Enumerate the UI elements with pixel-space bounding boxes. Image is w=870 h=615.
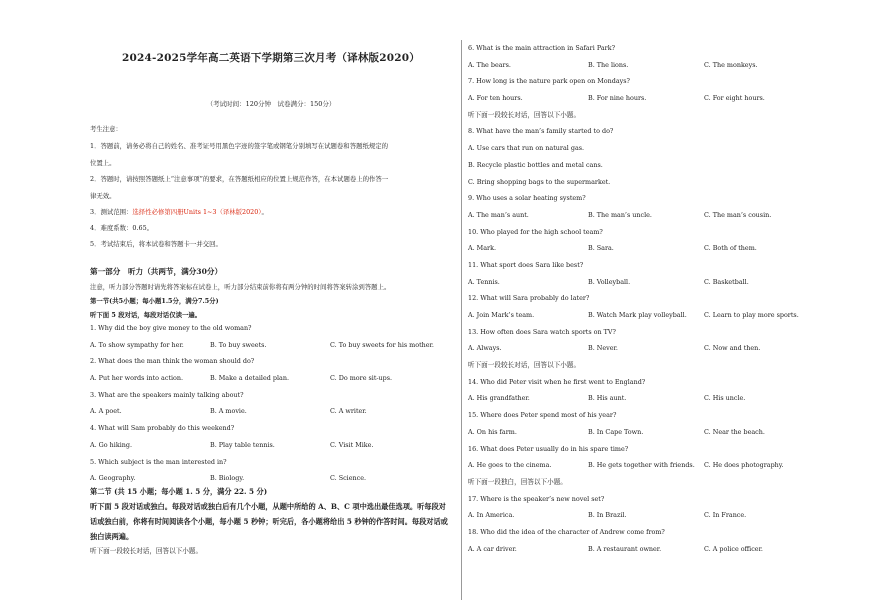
section2-instruction: 听下面 5 段对话或独白。每段对话或独白后有几个小题，从题中所给的 A、B、C 项中选出最佳选项。听每段对话或独白前，你将有时间阅读各个小题，每小题 5 秒钟；听完后，各小题将给出 5 秒钟的作答时间。每段对话或独白读两遍。: [90, 501, 448, 541]
option-b[interactable]: B. To buy sweets.: [210, 340, 267, 349]
question-stem: 1. Why did the boy give money to the old woman?: [90, 324, 252, 332]
option-a[interactable]: A. Mark.: [468, 244, 496, 253]
left-column: [90, 44, 452, 558]
option-a[interactable]: A. Geography.: [90, 474, 136, 483]
option-c[interactable]: C. Near the beach.: [704, 427, 765, 436]
question-line: 17. Where is the speaker’s new novel set?: [468, 494, 605, 503]
option-a[interactable]: A. A car driver.: [468, 544, 517, 553]
question-line: 6. What is the main attraction in Safari Park?: [468, 44, 615, 52]
option-a[interactable]: A. In America.: [468, 511, 515, 520]
option-c[interactable]: C. Science.: [330, 474, 367, 483]
option-b[interactable]: B. In Brazil.: [588, 511, 627, 520]
question-line: 7. How long is the nature park open on Mondays?: [468, 77, 630, 86]
question-line: 14. Who did Peter visit when he first went to England?: [468, 377, 646, 386]
option-b[interactable]: B. Sara.: [588, 244, 614, 253]
option-row: [90, 470, 452, 487]
option-b[interactable]: B. Volleyball.: [588, 277, 631, 286]
option-row: [90, 337, 452, 354]
option-a[interactable]: A. Tennis.: [468, 277, 500, 286]
section1-instruction: 听下面 5 段对话，每段对话仅读一遍。: [90, 311, 202, 319]
option-a[interactable]: A. For ten hours.: [468, 94, 523, 103]
note-1: 1．答题前，请务必将自己的姓名、准考证号用黑色字迹的签字笔或钢笔分别填写在试题卷和答题纸规定的 位置上。: [90, 142, 389, 167]
option-c[interactable]: C. A writer.: [330, 407, 367, 416]
question-stem: 4. What will Sam probably do this weekend?: [90, 424, 235, 433]
option-row: [468, 541, 808, 558]
option-b[interactable]: B. The man’s uncle.: [588, 210, 652, 219]
option-c[interactable]: C. A police officer.: [704, 544, 763, 553]
option-c[interactable]: C. In France.: [704, 511, 747, 520]
question-line: 15. Where does Peter spend most of his year?: [468, 411, 617, 420]
option-b[interactable]: B. A movie.: [210, 407, 247, 416]
option-a[interactable]: A. Go hiking.: [90, 440, 132, 449]
option-c[interactable]: C. To buy sweets for his mother.: [330, 340, 434, 349]
option-row: [468, 274, 808, 291]
column-divider: [461, 40, 462, 600]
option-c[interactable]: C. Both of them.: [704, 244, 757, 253]
option-b[interactable]: B. A restaurant owner.: [588, 544, 662, 553]
question-line: 16. What does Peter usually do in his spare time?: [468, 444, 629, 453]
option-row: [468, 457, 808, 474]
option-b[interactable]: B. In Cape Town.: [588, 427, 644, 436]
section2-heading: 第二节 (共 15 小题；每小题 1. 5 分，满分 22. 5 分): [90, 486, 268, 496]
option-c[interactable]: C. For eight hours.: [704, 94, 765, 103]
option-b[interactable]: B. Make a detailed plan.: [210, 374, 289, 383]
option-row: [468, 424, 808, 441]
option-a[interactable]: A. Put her words into action.: [90, 374, 184, 383]
option-row: [468, 307, 808, 324]
right-column: [468, 40, 808, 557]
question-line: A. Use cars that run on natural gas.: [468, 144, 585, 153]
option-c[interactable]: C. Visit Mike.: [330, 440, 374, 449]
question-stem: 2. What does the man think the woman should do?: [90, 357, 255, 366]
option-c[interactable]: C. Do more sit-ups.: [330, 374, 393, 383]
question-line: B. Recycle plastic bottles and metal cans.: [468, 160, 603, 169]
option-row: [468, 340, 808, 357]
option-a[interactable]: A. A poet.: [90, 407, 122, 416]
listen-long-instruction: 听下面一段较长对话，回答以下小题。: [90, 546, 203, 555]
question-line: 11. What sport does Sara like best?: [468, 260, 584, 269]
option-c[interactable]: C. Learn to play more sports.: [704, 311, 799, 319]
exam-info: （考试时间：120分钟 试卷满分：150分）: [206, 100, 336, 108]
option-b[interactable]: B. Biology.: [210, 474, 245, 483]
question-line: 12. What will Sara probably do later?: [468, 294, 590, 303]
question-line: 8. What have the man’s family started to do?: [468, 127, 614, 136]
option-c[interactable]: C. Now and then.: [704, 344, 761, 353]
option-c[interactable]: C. Basketball.: [704, 277, 749, 286]
option-row: [468, 207, 808, 224]
question-line: 18. Who did the idea of the character of Andrew come from?: [468, 527, 665, 536]
option-a[interactable]: A. On his farm.: [468, 427, 517, 436]
option-b[interactable]: B. Play table tennis.: [210, 440, 275, 449]
option-a[interactable]: A. He goes to the cinema.: [468, 461, 552, 470]
option-c[interactable]: C. The man’s cousin.: [704, 210, 772, 219]
part1-heading: 第一部分 听力（共两节，满分30分）: [90, 267, 223, 276]
option-b[interactable]: B. The lions.: [588, 60, 629, 69]
option-a[interactable]: A. To show sympathy for her.: [90, 340, 184, 349]
note-3: 3．测试范围：选择性必修第四册Units 1~3（译林版2020）。: [90, 208, 268, 216]
option-row: [468, 240, 808, 257]
question-stem: 3. What are the speakers mainly talking about?: [90, 390, 244, 399]
option-row: [90, 437, 452, 454]
option-c[interactable]: C. He does photography.: [704, 461, 784, 470]
option-b[interactable]: B. His aunt.: [588, 394, 627, 403]
listen-instruction: 听下面一段较长对话，回答以下小题。: [468, 361, 581, 370]
option-b[interactable]: B. He gets together with friends.: [588, 461, 695, 470]
option-a[interactable]: A. His grandfather.: [468, 394, 530, 403]
question-line: 9. Who uses a solar heating system?: [468, 194, 586, 203]
option-a[interactable]: A. The man’s aunt.: [468, 210, 529, 219]
question-line: 13. How often does Sara watch sports on TV?: [468, 327, 616, 336]
test-scope: 选择性必修第四册Units 1~3（译林版2020）: [132, 208, 262, 216]
option-c[interactable]: C. His uncle.: [704, 394, 746, 403]
option-c[interactable]: C. The monkeys.: [704, 60, 758, 69]
note-5: 5．考试结束后，将本试卷和答题卡一并交回。: [90, 240, 222, 248]
option-b[interactable]: B. For nine hours.: [588, 94, 647, 103]
section1-questions: [90, 320, 452, 487]
note-2: 2．答题时，请按照答题纸上“注意事项”的要求，在答题纸相应的位置上规范作答，在本试题卷上的作答一 律无效。: [90, 175, 389, 200]
question-stem: 5. Which subject is the man interested in?: [90, 457, 227, 466]
option-row: [90, 370, 452, 387]
option-a[interactable]: A. The bears.: [468, 60, 511, 69]
question-line: 10. Who played for the high school team?: [468, 227, 603, 236]
option-row: [90, 403, 452, 420]
exam-title: 2024-2025学年高二英语下学期第三次月考（译林版2020）: [122, 52, 420, 64]
option-row: [468, 390, 808, 407]
section1-heading: 第一节(共5小题；每小题1.5分，满分7.5分): [90, 297, 219, 305]
option-a[interactable]: A. Always.: [468, 344, 502, 353]
question-line: C. Bring shopping bags to the supermarket.: [468, 177, 611, 186]
part1-note: 注意，听力部分答题时请先将答案标在试卷上，听力部分结束前你将有两分钟的时间将答案转涂到答题上。: [90, 283, 391, 291]
option-row: [468, 507, 808, 524]
notes-heading: 考生注意：: [90, 125, 122, 133]
listen-instruction: 听下面一段较长对话，回答以下小题。: [468, 110, 581, 119]
option-b[interactable]: B. Never.: [588, 344, 618, 353]
option-a[interactable]: A. Join Mark’s team.: [468, 311, 535, 319]
option-b[interactable]: B. Watch Mark play volleyball.: [588, 311, 687, 319]
option-row: [468, 57, 808, 74]
note-4: 4．难度系数：0.65。: [90, 224, 154, 232]
option-row: [468, 90, 808, 107]
listen-instruction: 听下面一段独白，回答以下小题。: [468, 477, 567, 486]
